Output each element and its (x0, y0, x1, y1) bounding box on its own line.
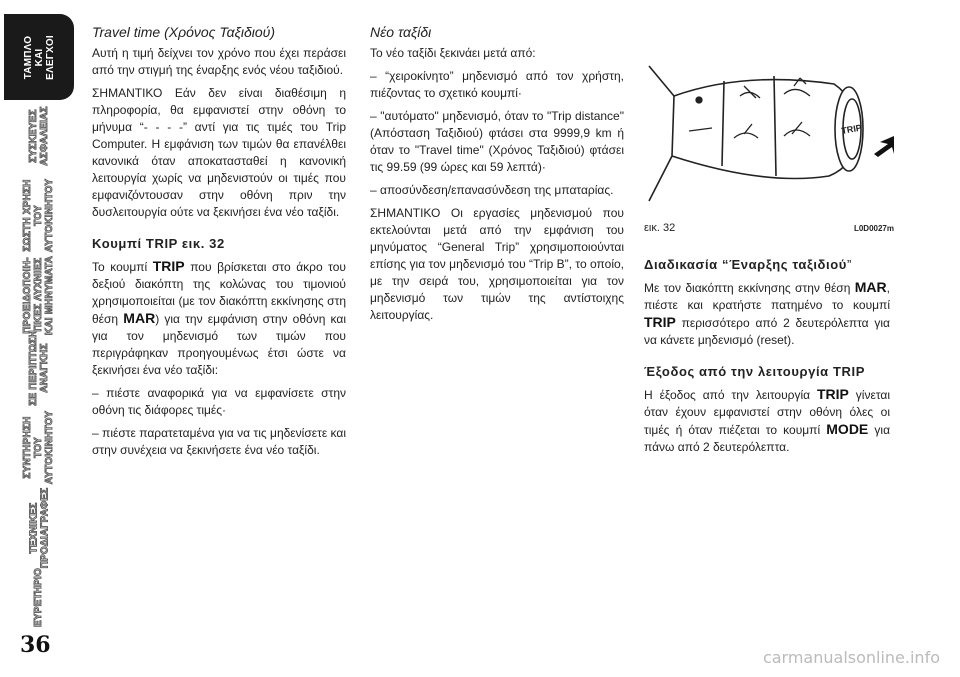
tab-label: ΣΩΣΤΗ ΧΡΗΣΗ ΤΟΥ ΑΥΤΟΚΙΝΗΤΟΥ (22, 178, 56, 252)
page-number: 36 (20, 632, 51, 658)
paragraph-trip-button: Το κουμπί TRIP που βρίσκεται στο άκρο του δεξιού διακόπτη της κολώνας του τιμονιού χρησιμοποιείται (με τον διακόπτη εκκίνησης στη θέση MAR) για την εμφάνιση στην οθόνη και για τον μηδενισμό των τιμών που περιγράφηκαν προηγουμένως έτσι ώστε να ξεκινήσει ένα νέο ταξίδι: (92, 258, 347, 377)
figure-trip-button-stalk (644, 26, 894, 226)
caption-text: εικ. 32 (644, 222, 676, 234)
keyword-mar: MAR (123, 310, 156, 326)
tab-maintenance[interactable] (4, 404, 74, 490)
paragraph: Το νέο ταξίδι ξεκινάει μετά από: (370, 46, 536, 60)
tab-label: ΤΕΧΝΙΚΕΣ ΠΡΟΔΙΑΓΡΑΦΕΣ (28, 487, 51, 569)
keyword-trip: TRIP (817, 386, 849, 402)
tab-technical-specs[interactable] (4, 487, 74, 569)
figure-caption (644, 222, 894, 234)
tab-label: ΕΥΡΕΤΗΡΙΟ (33, 567, 45, 627)
arrow-icon (874, 136, 894, 157)
tab-label: ΠΡΟΕΙΔΟΠΟΙΗ- ΤΙΚΕΣ ΛΥΧΝΙΕΣ ΚΑΙ ΜΗΝΥΜΑΤΑ (22, 255, 56, 335)
paragraph-important: ΣΗΜΑΝΤΙΚΟ Οι εργασίες μηδενισμού που εκτελούνται μετά από την εμφάνιση του μηνύματος “General Trip” χρησιμοποιούνται επίσης για τον μηδενισμό του “Trip B”, το οποίο, με την σειρά του, χρησιμοποιείται για τον μηδενισμό των τιμών της αντίστοιχης λειτουργίας. (370, 206, 624, 322)
keyword-trip: TRIP (644, 314, 676, 330)
paragraph-exit: Η έξοδος από την λειτουργία TRIP γίνεται όταν έχουν εμφανιστεί στην οθόνη όλες οι τιμές ή όταν πιέζεται το κουμπί MODE για πάνω από 2 δευτερόλεπτα. (644, 386, 891, 454)
section-title-new-trip: Νέο ταξίδι (370, 24, 432, 40)
stalk-illustration (644, 26, 894, 226)
tab-label: ΣΕ ΠΕΡΙΠΤΩΣΗ ΑΝΑΓΚΗΣ (28, 330, 50, 406)
section-title-travel-time: Travel time (Χρόνος Ταξιδιού) (92, 24, 276, 40)
column-new-trip (370, 24, 624, 330)
section-title-exit-trip: Έξοδος από την λειτουργία TRIP (644, 364, 865, 379)
tab-emergency[interactable] (4, 332, 74, 404)
paragraph: Αυτή η τιμή δείχνει τον χρόνο που έχει περάσει από την στιγμή της έναρξης ενός νέου ταξιδιού. (92, 46, 346, 77)
section-title-trip-button: Κουμπί TRIP εικ. 32 (92, 236, 225, 251)
figure-code: L0D0027m (853, 224, 894, 233)
column-travel-time (92, 24, 346, 465)
keyword-trip: TRIP (152, 258, 185, 274)
tab-label: ΣΥΣΚΕΥΕΣ ΑΣΦΑΛΕΙΑΣ (28, 106, 50, 166)
list-item: – "αυτόματο" μηδενισμό, όταν το "Trip distance" (Απόσταση Ταξιδιού) φτάσει στα 9999,9 km ή όταν το "Travel time" (Χρόνος Ταξιδιού) φτάσει τις 99.59 (99 ώρες και 59 λεπτά)· (370, 109, 624, 174)
tab-label: ΤΑΜΠΛΟ ΚΑΙ ΕΛΕΓΧΟΙ (22, 34, 56, 80)
tab-correct-use[interactable] (4, 172, 74, 258)
column-trip-procedure (644, 250, 890, 462)
list-item: – πιέστε αναφορικά για να εμφανίσετε στην οθόνη τις διάφορες τιμές· (92, 386, 346, 417)
list-item: – “χειροκίνητο” μηδενισμό από τον χρήστη, πιέζοντας το σχετικό κουμπί· (370, 69, 624, 100)
keyword-mode: MODE (826, 421, 869, 437)
tab-label: ΣΥΝΤΗΡΗΣΗ ΤΟΥ ΑΥΤΟΚΙΝΗΤΟΥ (22, 410, 56, 484)
section-sidebar (0, 0, 76, 677)
keyword-mar: MAR (854, 279, 887, 295)
tab-warning-lights[interactable] (4, 255, 74, 335)
list-item: – πιέστε παρατεταμένα για να τις μηδενίσετε και στην συνέχεια να ξεκινήσετε ένα νέο ταξίδι. (92, 426, 346, 457)
paragraph-important: ΣΗΜΑΝΤΙΚΟ Εάν δεν είναι διαθέσιμη η πληροφορία, θα εμφανιστεί στην οθόνη το μήνυμα “- - - -” αντί για τις τιμές του Trip Computer. Η εμφάνιση των τιμών θα επανέλθει κανονικά όταν αποκατασταθεί η κανονική λειτουργία χωρίς να μηδενιστούν οι τιμές που εμφανιζόντουσαν στην οθόνη πριν την δυσλειτουργία ούτε να ξεκινήσει ένα νέο ταξίδι. (92, 86, 346, 219)
tab-safety-devices[interactable] (4, 100, 74, 172)
list-item: – αποσύνδεση/επανασύνδεση της μπαταρίας. (370, 183, 614, 197)
tab-index[interactable] (4, 566, 74, 628)
trip-button-label: TRIP (840, 122, 863, 136)
paragraph-reset: Με τον διακόπτη εκκίνησης στην θέση MAR, πιέστε και κρατήστε πατημένο το κουμπί TRIP περισσότερο από 2 δευτερόλεπτα για να κάνετε μηδενισμό (reset). (644, 279, 890, 347)
section-title-start-trip: Διαδικασία “Έναρξης ταξιδιού” (644, 257, 852, 272)
tab-dashboard-controls[interactable] (4, 14, 74, 100)
watermark: carmanualsonline.info (762, 648, 940, 667)
